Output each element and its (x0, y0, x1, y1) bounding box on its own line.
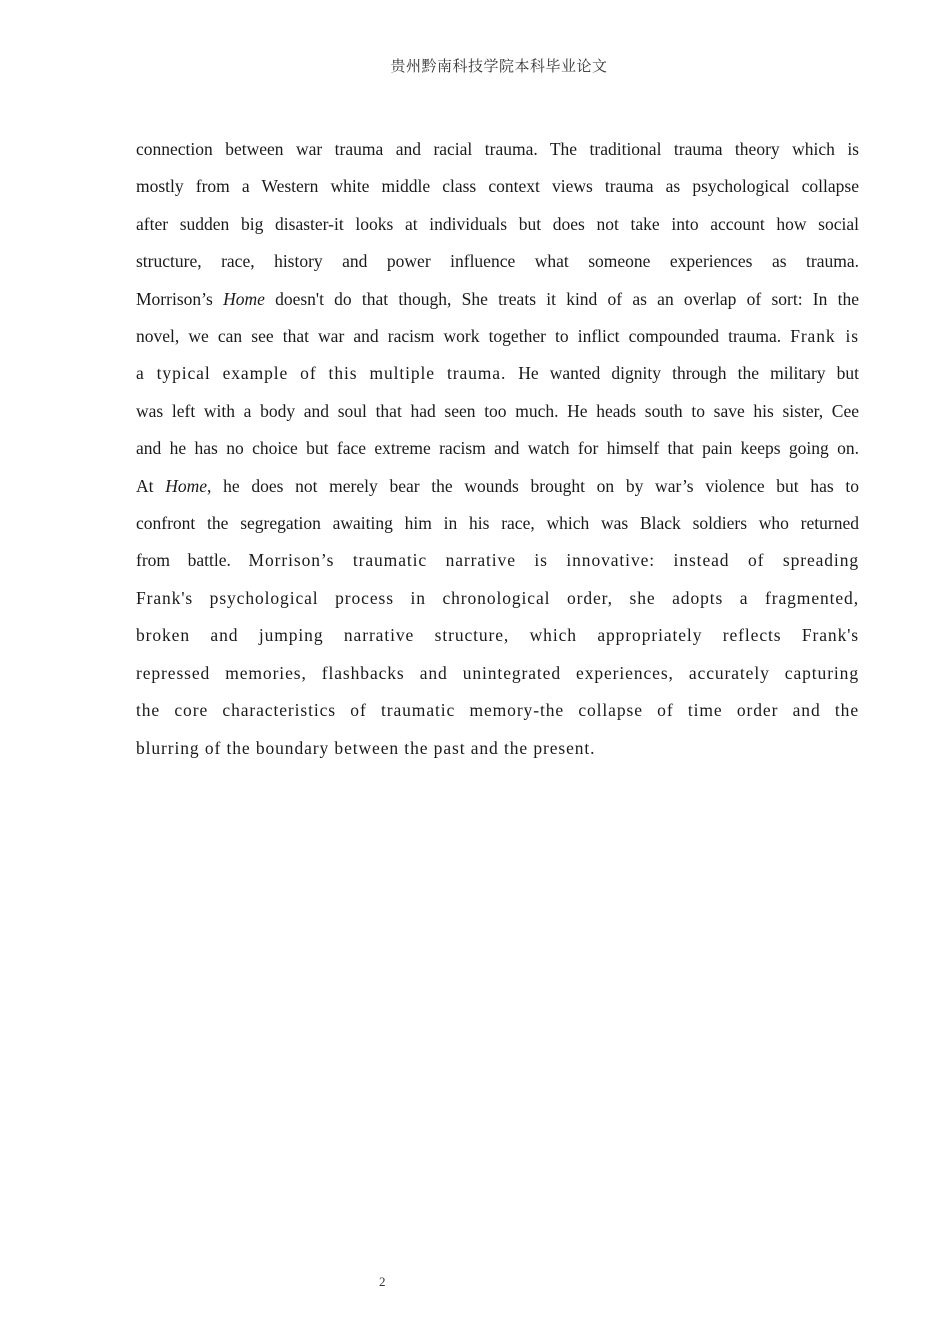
text-line (136, 281, 859, 318)
text-segment: from battle. (136, 550, 249, 571)
text-line (136, 206, 859, 243)
text-line (136, 243, 859, 280)
text-segment: was left with a body and soul that had seen too much. He heads south to save his sister, Cee (136, 400, 859, 421)
text-line (136, 617, 859, 654)
page-header (0, 55, 950, 76)
text-line (136, 730, 859, 767)
text-segment: At (136, 475, 166, 496)
text-line (136, 168, 859, 205)
text-line (136, 393, 859, 430)
text-line (136, 505, 859, 542)
text-line (136, 318, 859, 355)
text-segment: connection between war trauma and racial trauma. The traditional trauma theory which is (136, 139, 859, 159)
text-segment: doesn't do that though, She treats it kind of as an overlap of sort: In the (264, 288, 860, 309)
text-segment: Frank is (790, 326, 859, 347)
text-line (136, 542, 859, 579)
text-line (136, 430, 859, 467)
text-segment: and he has no choice but face extreme racism and watch for himself that pain keeps going on. (136, 438, 859, 459)
text-segment: the core characteristics of traumatic memory-the collapse of time order and the (136, 700, 859, 721)
italic-title: Home (165, 475, 208, 496)
text-segment: structure, race, history and power influence what someone experiences as trauma. (136, 251, 859, 272)
text-segment: after sudden big disaster-it looks at individuals but does not take into account how social (136, 213, 859, 234)
body-text (136, 131, 859, 767)
text-line (136, 468, 859, 505)
text-line (136, 355, 859, 392)
text-segment: blurring of the boundary between the past and the present. (136, 737, 596, 758)
italic-title: Home (223, 288, 265, 309)
text-segment: a typical example of this multiple trauma. (136, 363, 519, 384)
header-title: 贵州黔南科技学院本科毕业论文 (390, 59, 608, 75)
text-segment: Morrison’s (136, 288, 224, 309)
text-line (136, 692, 859, 729)
page-number: 2 (379, 1274, 386, 1289)
text-segment: repressed memories, flashbacks and unintegrated experiences, accurately capturing (136, 662, 859, 683)
text-line (136, 655, 859, 692)
text-segment: Morrison’s traumatic narrative is innovative: instead of spreading (248, 550, 859, 571)
text-segment: mostly from a Western white middle class context views trauma as psychological collapse (136, 176, 859, 197)
text-segment: confront the segregation awaiting him in his race, which was Black soldiers who returned (136, 513, 859, 534)
text-segment: broken and jumping narrative structure, which appropriately reflects Frank's (136, 625, 859, 646)
text-line (136, 580, 859, 617)
text-segment: He wanted dignity through the military but (518, 363, 859, 384)
text-line (136, 131, 859, 168)
text-segment: novel, we can see that war and racism work together to inflict compounded trauma. (136, 326, 791, 347)
text-segment: Frank's psychological process in chronological order, she adopts a fragmented, (136, 587, 859, 608)
text-segment: , he does not merely bear the wounds brought on by war’s violence but has to (207, 475, 860, 496)
